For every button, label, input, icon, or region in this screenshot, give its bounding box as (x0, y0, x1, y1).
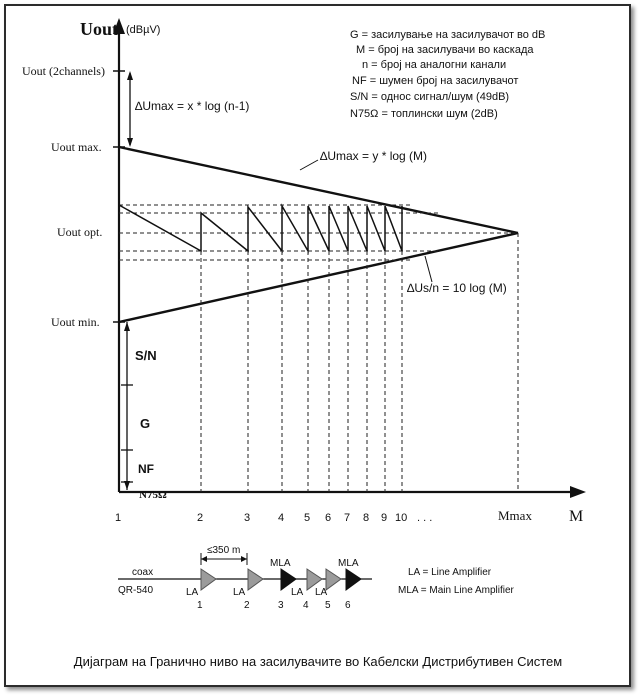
drop-lines (201, 233, 518, 492)
spacing-label: ≤350 m (207, 545, 241, 556)
formula-dumax-x: ∆Umax = x * log (n-1) (135, 99, 250, 113)
cascade-legend-mla: MLA = Main Line Amplifier (398, 585, 514, 596)
legend-block (350, 29, 545, 120)
pointer-dus-n (425, 256, 432, 282)
upper-envelope (119, 147, 518, 233)
dim-segments (121, 322, 133, 490)
amp-6-type: MLA (338, 558, 359, 569)
x-tick-10: 10 (395, 512, 408, 524)
y-axis-unit: (dBµV) (126, 24, 161, 36)
amp-2-type: LA (233, 587, 246, 598)
legend-line-6: N75Ω = топлински шум (2dB) (350, 108, 498, 120)
y-label-max: Uout max. (51, 140, 102, 154)
amp-6-num: 6 (345, 600, 351, 611)
segment-sn: S/N (135, 348, 157, 363)
amp-2-num: 2 (244, 600, 250, 611)
pointer-dumax-y (300, 160, 318, 170)
legend-line-2: M = број на засилувачи во каскада (356, 44, 534, 56)
x-tick-mmax: Mmax (498, 508, 532, 523)
amp-5-num: 5 (325, 600, 331, 611)
legend-line-4: NF = шумен број на засилувачот (352, 75, 519, 87)
x-tick-8: 8 (363, 512, 370, 524)
segment-g: G (140, 416, 151, 431)
x-tick-labels (115, 508, 532, 524)
legend-line-3: n = број на аналогни канали (362, 59, 507, 71)
cable-label-2: QR-540 (118, 585, 154, 596)
x-tick-5: 5 (304, 512, 311, 524)
x-tick-3: 3 (244, 512, 251, 524)
amp-5-triangle (326, 569, 341, 590)
formula-dumax-y: ∆Umax = y * log (M) (320, 149, 428, 163)
y-axis-title: Uout (80, 19, 119, 39)
lower-envelope (119, 233, 518, 322)
dim-dumax (127, 71, 133, 147)
amp-1-type: LA (186, 587, 199, 598)
y-label-2ch: Uout (2channels) (22, 64, 105, 78)
segment-nf: NF (138, 462, 154, 476)
legend-line-1: G = засилување на засилувачот во dB (350, 29, 546, 41)
amp-6-triangle (346, 569, 361, 590)
figure-caption: Дијаграм на Гранично ниво на засилувачите во Кабелски Дистрибутивен Систем (73, 654, 563, 669)
x-tick-7: 7 (344, 512, 351, 524)
level-sawtooth (119, 205, 402, 251)
amp-3-type: MLA (270, 558, 291, 569)
x-tick-ellipsis: . . . (417, 512, 433, 524)
amp-4-num: 4 (303, 600, 309, 611)
amp-3-num: 3 (278, 600, 284, 611)
amp-1-triangle (201, 569, 216, 590)
cascade-diagram (118, 545, 515, 611)
amp-1-num: 1 (197, 600, 203, 611)
x-tick-6: 6 (325, 512, 332, 524)
y-label-opt: Uout opt. (57, 225, 103, 239)
amp-4-type: LA (291, 587, 304, 598)
amp-2-triangle (248, 569, 263, 590)
x-tick-4: 4 (278, 512, 285, 524)
level-lines (119, 205, 518, 260)
x-tick-2: 2 (197, 512, 204, 524)
y-label-min: Uout min. (51, 315, 100, 329)
x-tick-1: 1 (115, 512, 122, 524)
segment-n75: N75Ω (139, 489, 167, 501)
x-axis-arrow (570, 486, 586, 498)
cable-label-1: coax (132, 567, 154, 578)
x-tick-9: 9 (381, 512, 388, 524)
legend-line-5: S/N = однос сигнал/шум (49dB) (350, 91, 510, 103)
formula-dus-n: ∆Us/n = 10 log (M) (407, 281, 507, 295)
x-axis-title: M (569, 508, 584, 525)
cascade-legend-la: LA = Line Amplifier (408, 567, 492, 578)
amp-5-type: LA (315, 587, 328, 598)
